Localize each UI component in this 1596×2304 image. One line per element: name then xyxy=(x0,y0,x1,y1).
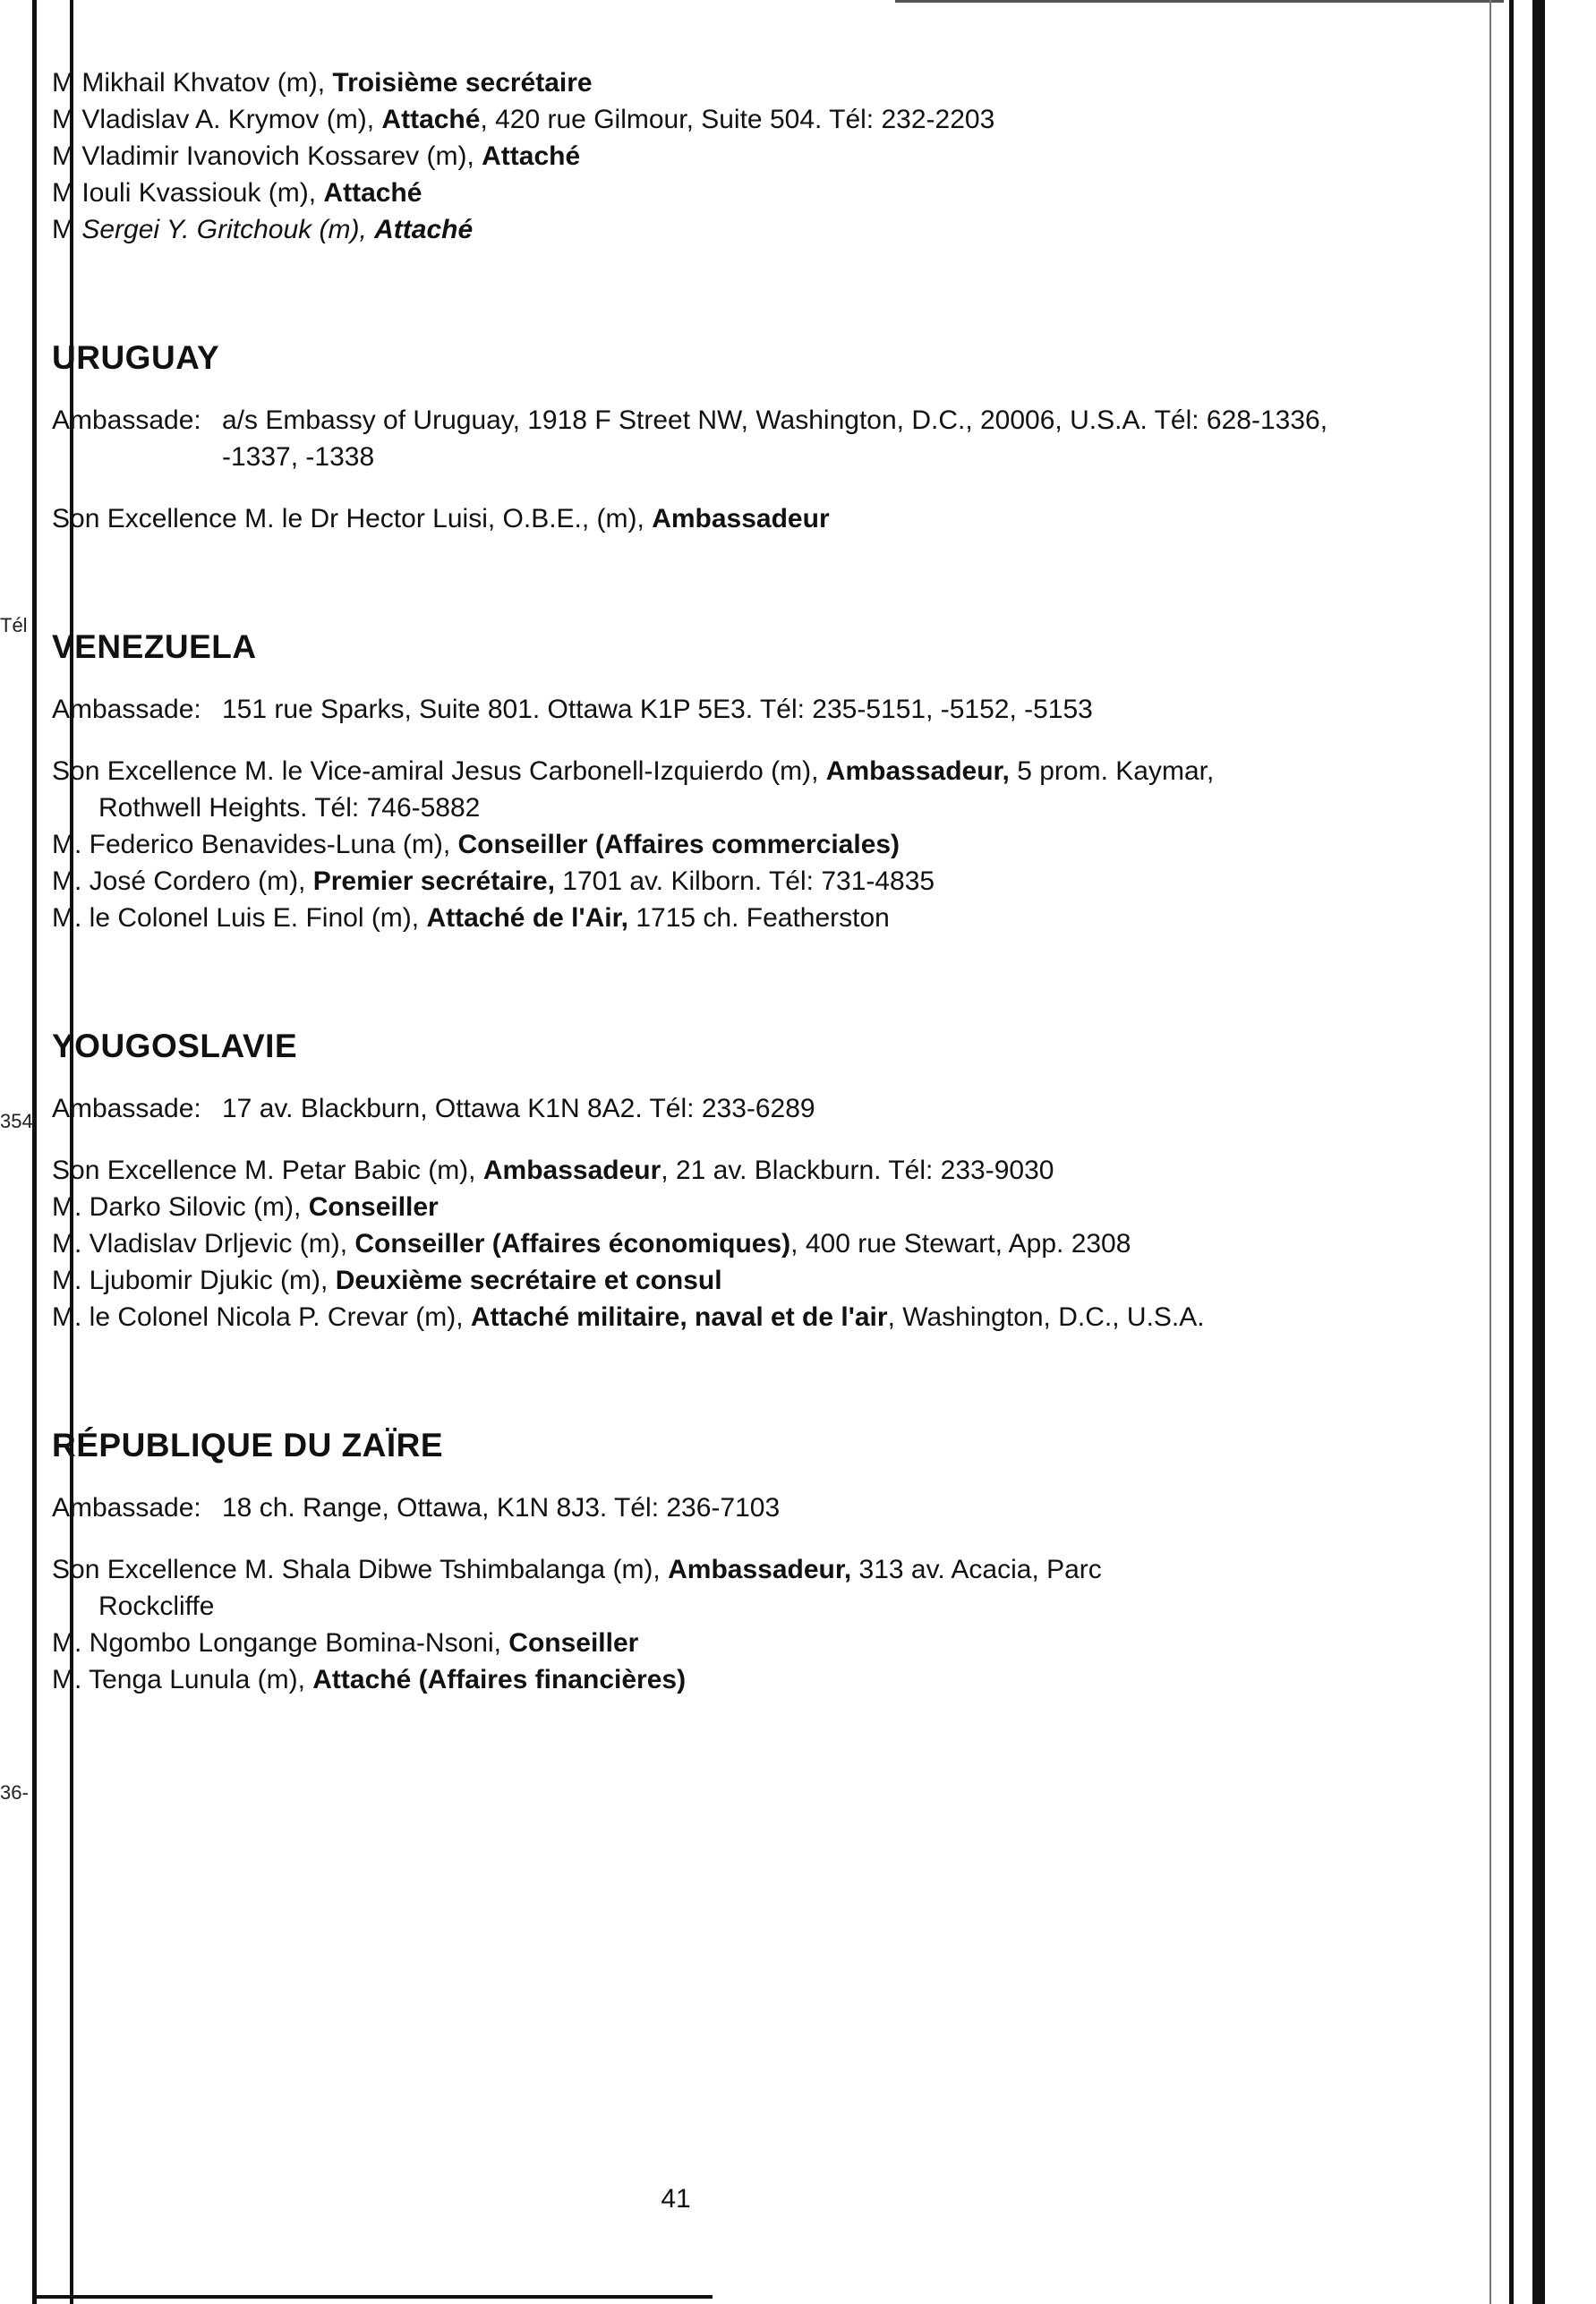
embassy-value: a/s Embassy of Uruguay, 1918 F Street NW, Washington, D.C., 20006, U.S.A. Tél: 628-1336, -1337, -1338 xyxy=(222,405,1328,472)
staff-details: 313 av. Acacia, Parc xyxy=(851,1555,1102,1584)
staff-title: Attaché (Affaires financières) xyxy=(312,1665,687,1694)
margin-fragment: Tél xyxy=(0,614,28,636)
staff-name: Mikhail Khvatov (m), xyxy=(81,68,333,98)
staff-entry xyxy=(52,1625,1413,1661)
prefix: M xyxy=(52,215,74,244)
country-section-uruguay xyxy=(52,337,1413,537)
staff-name: M. Tenga Lunula (m), xyxy=(52,1665,313,1694)
staff-entry xyxy=(52,826,1413,863)
embassy-label: Ambassade: xyxy=(52,1094,201,1123)
embassy-address xyxy=(52,402,1413,475)
staff-entry xyxy=(52,900,1413,936)
staff-entry xyxy=(52,101,1413,138)
prefix: M xyxy=(52,141,74,171)
page-number: 41 xyxy=(661,2184,691,2214)
staff-name: M. Darko Silovic (m), xyxy=(52,1192,309,1222)
staff-entry xyxy=(52,1189,1413,1225)
staff-details: 1701 av. Kilborn. Tél: 731-4835 xyxy=(554,866,935,896)
staff-entry xyxy=(52,64,1413,101)
staff-name: Sergei Y. Gritchouk (m), xyxy=(81,215,375,244)
staff-name: Iouli Kvassiouk (m), xyxy=(81,178,324,208)
left-frame-line xyxy=(32,0,37,2304)
staff-name: M. le Colonel Luis E. Finol (m), xyxy=(52,903,427,933)
embassy-label: Ambassade: xyxy=(52,1493,201,1523)
top-frame-line xyxy=(895,0,1504,3)
staff-title: Attaché xyxy=(374,215,474,244)
staff-title: Attaché xyxy=(323,178,422,208)
ambassador-entry xyxy=(52,1551,1413,1588)
staff-title: Conseiller (Affaires commerciales) xyxy=(457,830,900,859)
staff-title: Ambassadeur, xyxy=(668,1555,852,1584)
country-heading: URUGUAY xyxy=(52,339,220,376)
embassy-label: Ambassade: xyxy=(52,405,201,435)
staff-title: Conseiller xyxy=(508,1628,639,1658)
staff-name: M. Federico Benavides-Luna (m), xyxy=(52,830,458,859)
prefix: M xyxy=(52,68,74,98)
country-heading: YOUGOSLAVIE xyxy=(52,1028,298,1064)
country-section-venezuela xyxy=(52,627,1413,936)
staff-details: , 420 rue Gilmour, Suite 504. Tél: 232-2203 xyxy=(480,105,995,134)
staff-name: Vladimir Ivanovich Kossarev (m), xyxy=(81,141,482,171)
staff-details: , 400 rue Stewart, App. 2308 xyxy=(790,1229,1131,1259)
staff-entry xyxy=(52,863,1413,900)
staff-details: , 21 av. Blackburn. Tél: 233-9030 xyxy=(661,1156,1054,1185)
country-heading: VENEZUELA xyxy=(52,628,257,665)
staff-title: Troisième secrétaire xyxy=(332,68,593,98)
staff-name: M. José Cordero (m), xyxy=(52,866,313,896)
staff-details: 5 prom. Kaymar, xyxy=(1009,756,1215,786)
staff-entry xyxy=(52,1299,1413,1335)
staff-title: Attaché xyxy=(482,141,581,171)
bottom-frame-line xyxy=(32,2295,713,2299)
staff-name: M. Ljubomir Djukic (m), xyxy=(52,1266,336,1295)
staff-name: Son Excellence M. Petar Babic (m), xyxy=(52,1156,483,1185)
staff-entry xyxy=(52,1661,1413,1698)
prefix: M xyxy=(52,105,74,134)
embassy-label: Ambassade: xyxy=(52,695,201,724)
staff-title: Attaché militaire, naval et de l'air xyxy=(470,1302,888,1332)
staff-title: Conseiller (Affaires économiques) xyxy=(354,1229,791,1259)
staff-entry xyxy=(52,1225,1413,1262)
staff-title: Conseiller xyxy=(308,1192,439,1222)
previous-country-staff-list xyxy=(52,64,1413,248)
embassy-address xyxy=(52,691,1413,728)
staff-title: Attaché xyxy=(381,105,481,134)
ambassador-entry xyxy=(52,753,1413,789)
staff-title: Ambassadeur xyxy=(652,504,830,533)
staff-entry xyxy=(52,175,1413,211)
country-section-yougoslavie xyxy=(52,1026,1413,1335)
staff-title: Attaché de l'Air, xyxy=(426,903,628,933)
staff-name: Son Excellence M. Shala Dibwe Tshimbalanga (m), xyxy=(52,1555,669,1584)
staff-name: Vladislav A. Krymov (m), xyxy=(81,105,382,134)
staff-title: Deuxième secrétaire et consul xyxy=(335,1266,722,1295)
staff-name: Son Excellence M. le Vice-amiral Jesus Carbonell-Izquierdo (m), xyxy=(52,756,826,786)
staff-details: , Washington, D.C., U.S.A. xyxy=(887,1302,1205,1332)
directory-content xyxy=(52,64,1413,1698)
embassy-value: 17 av. Blackburn, Ottawa K1N 8A2. Tél: 233-6289 xyxy=(222,1094,815,1123)
staff-details: 1715 ch. Featherston xyxy=(628,903,890,933)
staff-name: Son Excellence M. le Dr Hector Luisi, O.B.E., (m), xyxy=(52,504,653,533)
right-binding-edge xyxy=(1532,0,1545,2304)
embassy-address xyxy=(52,1489,1413,1526)
right-frame-line xyxy=(1509,0,1514,2304)
staff-entry xyxy=(52,211,1413,248)
margin-fragment: 36- xyxy=(0,1781,29,1804)
staff-name: M. Vladislav Drljevic (m), xyxy=(52,1229,355,1259)
margin-fragment: 354 xyxy=(0,1110,33,1132)
staff-entry xyxy=(52,500,1413,537)
ambassador-entry-continued: Rothwell Heights. Tél: 746-5882 xyxy=(98,793,481,823)
staff-entry xyxy=(52,1262,1413,1299)
staff-name: M. le Colonel Nicola P. Crevar (m), xyxy=(52,1302,471,1332)
embassy-address xyxy=(52,1090,1413,1127)
country-heading: RÉPUBLIQUE DU ZAÏRE xyxy=(52,1427,444,1463)
country-section-zaire xyxy=(52,1425,1413,1698)
prefix: M xyxy=(52,178,74,208)
embassy-value: 18 ch. Range, Ottawa, K1N 8J3. Tél: 236-7103 xyxy=(222,1493,781,1523)
staff-title: Ambassadeur, xyxy=(825,756,1010,786)
ambassador-entry-continued: Rockcliffe xyxy=(98,1591,215,1621)
staff-title: Ambassadeur xyxy=(482,1156,661,1185)
right-frame-line-thin xyxy=(1489,0,1491,2304)
embassy-value: 151 rue Sparks, Suite 801. Ottawa K1P 5E3. Tél: 235-5151, -5152, -5153 xyxy=(222,695,1093,724)
staff-name: M. Ngombo Longange Bomina-Nsoni, xyxy=(52,1628,509,1658)
staff-entry xyxy=(52,1152,1413,1189)
staff-title: Premier secrétaire, xyxy=(312,866,555,896)
staff-entry xyxy=(52,138,1413,175)
